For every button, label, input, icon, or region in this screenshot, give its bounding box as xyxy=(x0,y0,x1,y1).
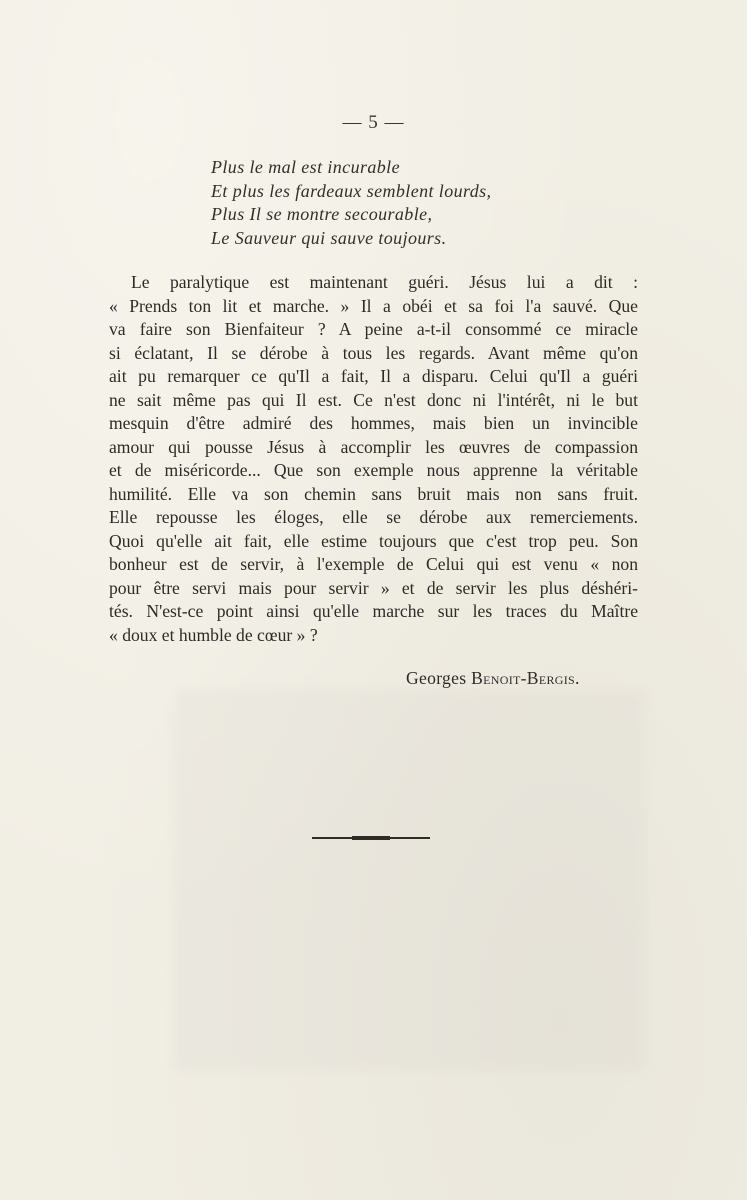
author-last-name: Benoit-Bergis. xyxy=(471,668,580,688)
paragraph-line: va faire son Bienfaiteur ? A peine a-t-il consommé ce miracle xyxy=(109,319,638,339)
paragraph-line: amour qui pousse Jésus à accomplir les œuvres de compassion xyxy=(109,436,638,457)
paragraph-line: Le paralytique est maintenant guéri. Jésus lui a dit : xyxy=(131,272,638,292)
author-signature xyxy=(406,668,580,689)
paragraph-line: et de miséricorde... Que son exemple nous apprenne la véritable xyxy=(109,460,638,480)
paragraph-line: humilité. Elle va son chemin sans bruit mais non sans fruit. xyxy=(109,483,638,504)
paragraph-line: ne sait même pas qui Il est. Ce n'est donc ni l'intérêt, ni le but xyxy=(109,389,638,410)
author-first-name: Georges xyxy=(406,668,467,688)
paragraph-line: mesquin d'être admiré des hommes, mais bien un invincible xyxy=(109,413,638,433)
paper-show-through xyxy=(175,690,645,1070)
paragraph-line: Quoi qu'elle ait fait, elle estime toujours que c'est trop peu. Son xyxy=(109,530,638,551)
body-paragraph xyxy=(109,271,638,647)
paragraph-line: tés. N'est-ce point ainsi qu'elle marche sur les traces du Maître xyxy=(109,601,638,621)
paragraph-line: « doux et humble de cœur » ? xyxy=(109,624,318,645)
paragraph-line: Elle repousse les éloges, elle se dérobe aux remerciements. xyxy=(109,507,638,527)
poem-line: Le Sauveur qui sauve toujours. xyxy=(211,227,447,248)
poem-line: Plus Il se montre secourable, xyxy=(211,204,433,224)
paragraph-line: « Prends ton lit et marche. » Il a obéi et sa foi l'a sauvé. Que xyxy=(109,295,638,316)
paragraph-line: pour être servi mais pour servir » et de servir les plus déshéri- xyxy=(109,577,638,598)
poem-line: Plus le mal est incurable xyxy=(211,157,400,177)
end-ornament-rule xyxy=(312,837,430,839)
page-number: — 5 — xyxy=(342,112,405,133)
paragraph-line: ait pu remarquer ce qu'Il a fait, Il a disparu. Celui qu'Il a guéri xyxy=(109,366,638,386)
poem-line: Et plus les fardeaux semblent lourds, xyxy=(211,180,492,201)
poem-stanza xyxy=(211,156,491,250)
paragraph-line: bonheur est de servir, à l'exemple de Celui qui est venu « non xyxy=(109,554,638,574)
paragraph-line: si éclatant, Il se dérobe à tous les regards. Avant même qu'on xyxy=(109,342,638,363)
